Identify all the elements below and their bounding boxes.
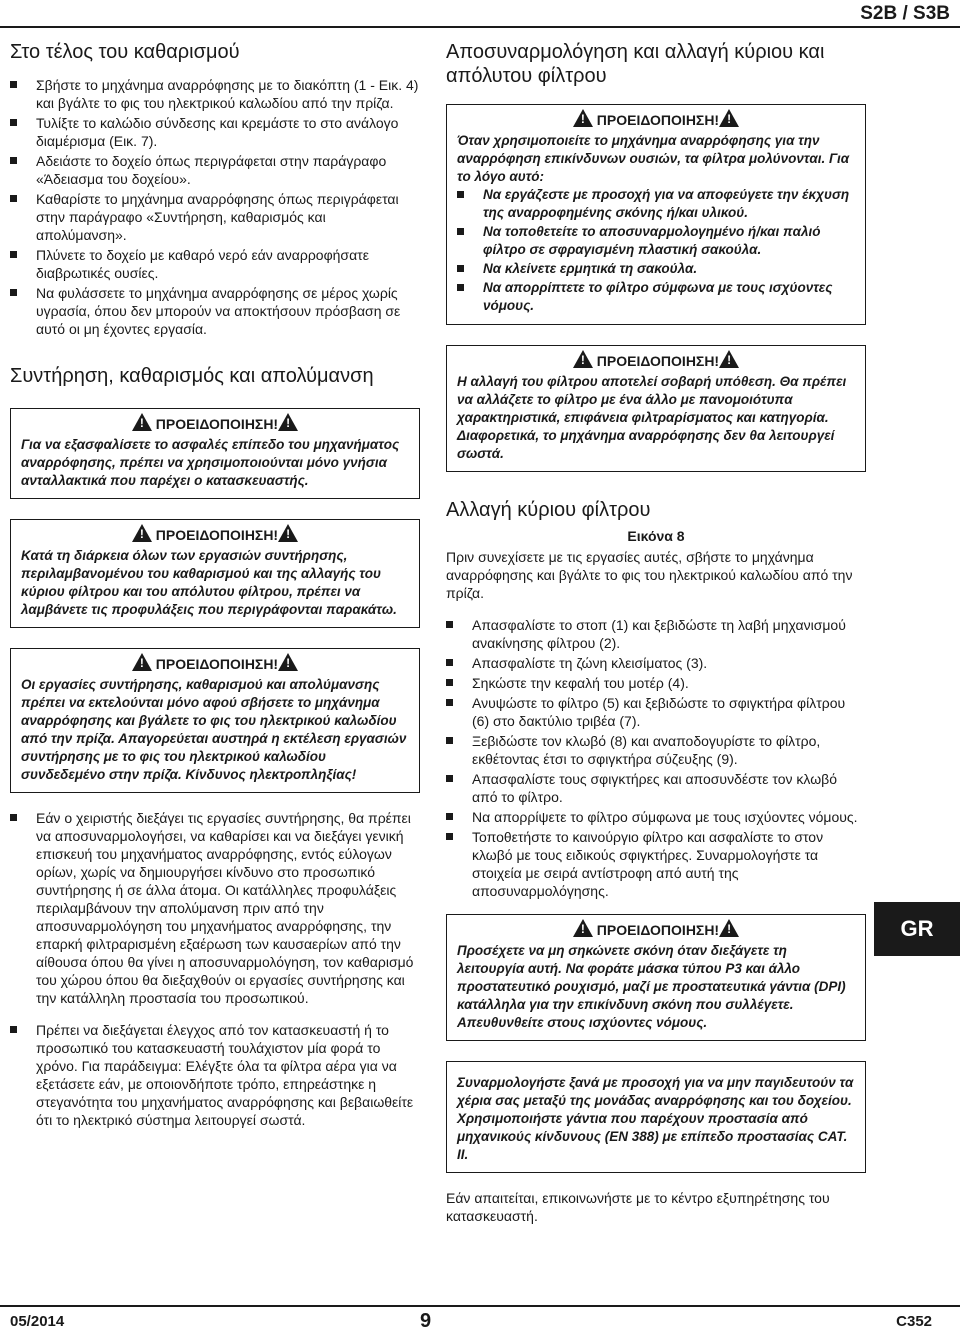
list-item: Πρέπει να διεξάγεται έλεγχος από τον κατασκευαστή ή το προσωπικό του κατασκευαστή τουλάχιστον μία φορά το χρόνο. Για παράδειγμα: Ελέγξτε όλα τα φίλτρα αέρα για να εξετάσετε εάν, με οποιονδήποτε τρόπο, επηρεάστηκε η στεγανότητα του μηχανήματος αναρρόφησης και βεβαιωθείτε ότι το ηλεκτρικό σύστημα λειτουργεί σωστά. <box>10 1021 420 1129</box>
language-tab: GR <box>874 902 960 956</box>
list-item: Εάν ο χειριστής διεξάγει τις εργασίες συντήρησης, θα πρέπει να αποσυναρμολογήσει, να καθαρίσει και να διεξάγει γενική επισκευή του μηχανήματος αναρρόφησης, εντός εύλογων ορίων, χωρίς να δημιουργήσει κίνδυνο στο προσωπικό συντήρησης ή σε άλλα άτομα. Οι κατάλληλες προφυλάξεις περιλαμβάνουν την απολύμανση πριν από την αποσυναρμολόγηση του μηχανήματος αναρρόφησης, την επαρκή φιλτραρισμένη εξαέρωση των καυσαερίων από την αίθουσα όπου θα γίνει η αποσυναρμολόγηση, τον καθαρισμό του χώρου όπου θα διεξαχθούν οι εργασίες συντήρησης και την κατάλληλη προστασία του προσωπικού. <box>10 809 420 1007</box>
bullet-icon <box>446 659 453 666</box>
intro-paragraph: Πριν συνεχίσετε με τις εργασίες αυτές, σβήστε το μηχάνημα αναρρόφησης και βγάλτε το φις του ηλεκτρικού καλωδίου από την πρίζα. <box>446 549 853 601</box>
bullet-icon <box>10 119 17 126</box>
list-item: Σβήστε το μηχάνημα αναρρόφησης με το διακόπτη (1 - Εικ. 4) και βγάλτε το φις του ηλεκτρικού καλωδίου από την πρίζα. <box>10 76 420 112</box>
figure-reference: Εικόνα 8 <box>627 528 685 544</box>
left-column <box>10 40 420 1131</box>
bullet-icon <box>10 157 17 164</box>
warning-text: Η αλλαγή του φίλτρου αποτελεί σοβαρή υπόθεση. Θα πρέπει να αλλάζετε το φίλτρο με ένα άλλο με πανομοιότυπα χαρακτηριστικά, επιφάνεια φιλτραρίσματος και κατηγορία. Διαφορετικά, το μηχάνημα αναρρόφησης δεν θα λειτουργεί σωστά. <box>457 374 847 461</box>
warning-triangle-icon: ! <box>719 109 739 127</box>
warning-text: Όταν χρησιμοποιείτε το μηχάνημα αναρρόφησης για την αναρρόφηση επικίνδυνων ουσιών, τα φίλτρα μολύνονται. Για το λόγο αυτό: <box>457 133 850 184</box>
bullet-icon <box>10 1026 17 1033</box>
list-item: Απασφαλίστε το στοπ (1) και ξεβιδώστε τη λαβή μηχανισμού ανακίνησης φίλτρου (2). <box>446 616 866 652</box>
list-item: Καθαρίστε το μηχάνημα αναρρόφησης όπως περιγράφεται στην παράγραφο «Συντήρηση, καθαρισμός και απολύμανση». <box>10 190 420 244</box>
warning-box <box>10 408 420 499</box>
bullet-icon <box>446 813 453 820</box>
header-rule <box>0 26 960 28</box>
bullet-icon <box>457 265 464 272</box>
warning-header: ! ΠΡΟΕΙΔΟΠΟΙΗΣΗ! ! <box>21 413 409 432</box>
list-item: Να τοποθετείτε το αποσυναρμολογημένο ή/και παλιό φίλτρο σε σφραγισμένη πλαστική σακούλα. <box>457 223 855 259</box>
warning-triangle-icon: ! <box>132 413 152 431</box>
warning-box <box>446 914 866 1041</box>
list-item: Να εργάζεστε με προσοχή για να αποφεύγετε την έκχυση της αναρροφημένης σκόνης ή/και υλικού. <box>457 186 855 222</box>
warning-triangle-icon: ! <box>573 919 593 937</box>
warning-triangle-icon: ! <box>719 919 739 937</box>
bullet-icon <box>446 833 453 840</box>
list-item: Να απορρίψετε το φίλτρο σύμφωνα με τους ισχύοντες νόμους. <box>446 808 866 826</box>
warning-triangle-icon: ! <box>719 350 739 368</box>
footer-date: 05/2014 <box>10 1313 65 1330</box>
list-item: Να κλείνετε ερμητικά τη σακούλα. <box>457 260 855 278</box>
list-item: Σηκώστε την κεφαλή του μοτέρ (4). <box>446 674 866 692</box>
bullet-icon <box>457 191 464 198</box>
bullet-icon <box>457 228 464 235</box>
bullet-icon <box>446 699 453 706</box>
warning-text: Κατά τη διάρκεια όλων των εργασιών συντήρησης, περιλαμβανομένου του καθαρισμού και της αλλαγής του κύριου φίλτρου και του απόλυτου φίλτρου, πρέπει να λαμβάνετε τις προφυλάξεις που περιγράφονται παρακάτω. <box>21 548 397 617</box>
warning-triangle-icon: ! <box>573 350 593 368</box>
bullet-icon <box>10 251 17 258</box>
list-item: Απασφαλίστε τους σφιγκτήρες και αποσυνδέστε τον κλωβό από το φίλτρο. <box>446 770 866 806</box>
footer-rule <box>0 1305 960 1307</box>
list-item: Ξεβιδώστε τον κλωβό (8) και αναποδογυρίστε το φίλτρο, εκθέτοντας έτσι το σφιγκτήρα σύζευξης (9). <box>446 732 866 768</box>
warning-box <box>446 1061 866 1173</box>
list-item: Αδειάστε το δοχείο όπως περιγράφεται στην παράγραφο «Άδειασμα του δοχείου». <box>10 152 420 188</box>
list-item: Ανυψώστε το φίλτρο (5) και ξεβιδώστε το σφιγκτήρα φίλτρου (6) στο δακτύλιο τριβέα (7). <box>446 694 866 730</box>
steps-list <box>446 616 866 900</box>
warning-text: Συναρμολογήστε ξανά με προσοχή για να μην παγιδευτούν τα χέρια σας μεταξύ της μονάδας αναρρόφησης και του δοχείου. Χρησιμοποιήστε γάντια που παρέχουν προστασία από μηχανικούς κίνδυνους (EN 388) με επίπεδο προστασίας CAT. II. <box>457 1075 854 1162</box>
bullet-icon <box>10 195 17 202</box>
list-item: Να φυλάσσετε το μηχάνημα αναρρόφησης σε μέρος χωρίς υγρασία, όπου δεν μπορούν να αποκτήσουν πρόσβαση σε αυτό οι μη έχοντες εργασία. <box>10 284 420 338</box>
warning-triangle-icon: ! <box>278 524 298 542</box>
warning-list <box>457 186 855 315</box>
warning-header: ! ΠΡΟΕΙΔΟΠΟΙΗΣΗ! ! <box>21 653 409 672</box>
bullet-icon <box>457 284 464 291</box>
section-title-filter-disassembly: Αποσυναρμολόγηση και αλλαγή κύριου και απόλυτου φίλτρου <box>446 41 825 87</box>
section-title-end-of-cleaning: Στο τέλος του καθαρισμού <box>10 41 240 63</box>
warning-triangle-icon: ! <box>278 653 298 671</box>
contact-paragraph: Εάν απαιτείται, επικοινωνήστε με το κέντρο εξυπηρέτησης του κατασκευαστή. <box>446 1190 830 1224</box>
warning-text: Προσέχετε να μη σηκώνετε σκόνη όταν διεξάγετε τη λειτουργία αυτή. Να φοράτε μάσκα τύπου P3 και άλλο προστατευτικό ρουχισμό, μαζί με προστατευτικά γάντια (DPI) κατάλληλα για την επικίνδυνη σκόνη που συλλέγετε. Απευθυνθείτε στους ισχύοντες νόμους. <box>457 943 846 1030</box>
section-title-maintenance: Συντήρηση, καθαρισμός και απολύμανση <box>10 365 374 387</box>
warning-box <box>446 345 866 472</box>
list-item: Να απορρίπτετε το φίλτρο σύμφωνα με τους ισχύοντες νόμους. <box>457 279 855 315</box>
bullet-icon <box>446 775 453 782</box>
warning-box <box>10 519 420 628</box>
warning-triangle-icon: ! <box>132 653 152 671</box>
bullet-icon <box>10 81 17 88</box>
footer-code: C352 <box>896 1313 932 1330</box>
list-item: Τοποθετήστε το καινούργιο φίλτρο και ασφαλίστε το στον κλωβό με τους ειδικούς σφιγκτήρες. Συναρμολογήστε τα στοιχεία με σειρά αντίστροφη από αυτή της αποσυναρμολόγησης. <box>446 828 866 900</box>
maintenance-list <box>10 809 420 1129</box>
bullet-icon <box>446 737 453 744</box>
warning-text: Για να εξασφαλίσετε το ασφαλές επίπεδο του μηχανήματος αναρρόφησης, πρέπει να χρησιμοποιούνται μόνο γνήσια ανταλλακτικά που παρέχει ο κατασκευαστής. <box>21 437 400 488</box>
end-of-cleaning-list <box>10 76 420 338</box>
bullet-icon <box>446 679 453 686</box>
warning-box <box>10 648 420 793</box>
bullet-icon <box>446 621 453 628</box>
list-item: Τυλίξτε το καλώδιο σύνδεσης και κρεμάστε το στο ανάλογο διαμέρισμα (Εικ. 7). <box>10 114 420 150</box>
warning-header: ! ΠΡΟΕΙΔΟΠΟΙΗΣΗ! ! <box>457 109 855 128</box>
right-column <box>446 40 866 1225</box>
list-item: Απασφαλίστε τη ζώνη κλεισίματος (3). <box>446 654 866 672</box>
list-item: Πλύνετε το δοχείο με καθαρό νερό εάν αναρροφήσατε διαβρωτικές ουσίες. <box>10 246 420 282</box>
warning-header: ! ΠΡΟΕΙΔΟΠΟΙΗΣΗ! ! <box>21 524 409 543</box>
warning-box <box>446 104 866 325</box>
warning-triangle-icon: ! <box>278 413 298 431</box>
bullet-icon <box>10 814 17 821</box>
section-title-main-filter: Αλλαγή κύριου φίλτρου <box>446 499 651 521</box>
warning-header: ! ΠΡΟΕΙΔΟΠΟΙΗΣΗ! ! <box>457 919 855 938</box>
bullet-icon <box>10 289 17 296</box>
warning-header: ! ΠΡΟΕΙΔΟΠΟΙΗΣΗ! ! <box>457 350 855 369</box>
warning-triangle-icon: ! <box>573 109 593 127</box>
warning-triangle-icon: ! <box>132 524 152 542</box>
page-number: 9 <box>420 1310 432 1332</box>
model-code: S2B / S3B <box>860 3 950 24</box>
warning-text: Οι εργασίες συντήρησης, καθαρισμού και απολύμανσης πρέπει να εκτελούνται μόνο αφού σβήσετε το μηχάνημα αναρρόφησης και βγάλετε το φις του ηλεκτρικού καλωδίου από την πρίζα. Απαγορεύεται αυστηρά η εκτέλεση εργασιών συντήρησης με το φις του ηλεκτρικού καλωδίου συνδεδεμένο στην πρίζα. Κίνδυνος ηλεκτροπληξίας! <box>21 677 407 782</box>
